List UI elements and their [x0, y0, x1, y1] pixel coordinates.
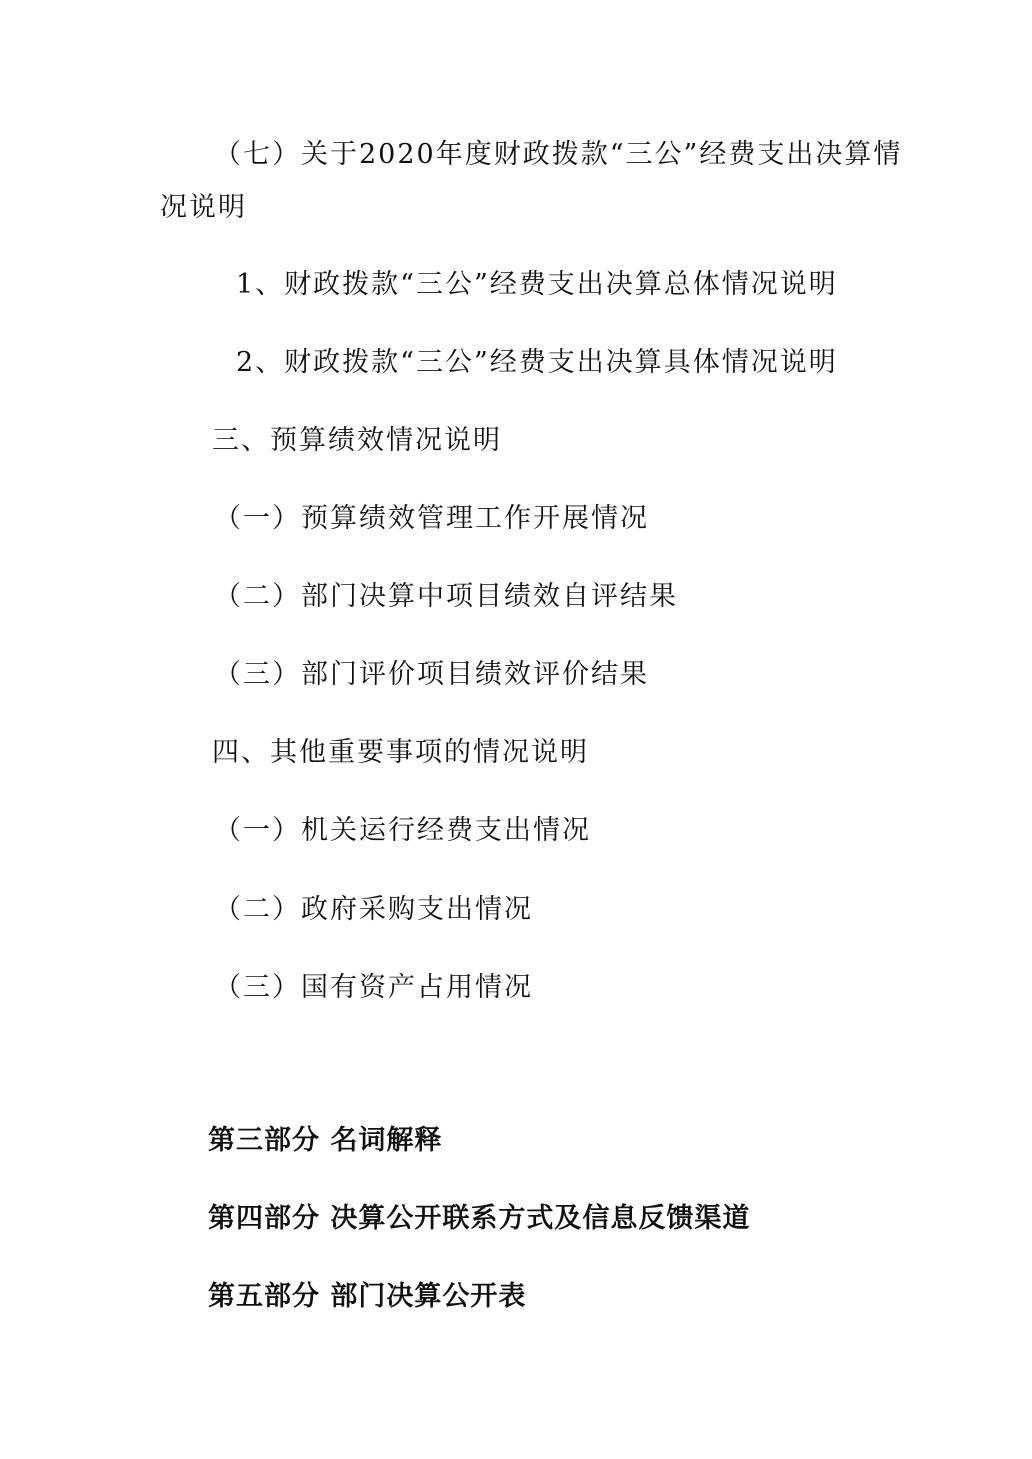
toc-item-7-1: 1、财政拨款“三公”经费支出决算总体情况说明 [236, 269, 838, 300]
toc-section-4-2: （二）政府采购支出情况 [214, 894, 533, 925]
toc-section-4-3: （三）国有资产占用情况 [214, 972, 533, 1003]
toc-part-3: 第三部分 名词解释 [208, 1125, 443, 1156]
toc-item-7-line2: 况说明 [160, 192, 247, 223]
toc-item-7-2: 2、财政拨款“三公”经费支出决算具体情况说明 [236, 347, 838, 378]
toc-section-4-1: （一）机关运行经费支出情况 [214, 815, 591, 846]
toc-section-4: 四、其他重要事项的情况说明 [212, 737, 589, 768]
toc-section-3-2: （二）部门决算中项目绩效自评结果 [214, 581, 678, 612]
toc-part-4: 第四部分 决算公开联系方式及信息反馈渠道 [208, 1203, 751, 1234]
toc-section-3: 三、预算绩效情况说明 [212, 425, 502, 456]
toc-section-3-3: （三）部门评价项目绩效评价结果 [214, 659, 649, 690]
toc-item-7-line1: （七）关于2020年度财政拨款“三公”经费支出决算情 [214, 139, 903, 170]
toc-part-5: 第五部分 部门决算公开表 [208, 1281, 527, 1312]
toc-section-3-1: （一）预算绩效管理工作开展情况 [214, 503, 649, 534]
